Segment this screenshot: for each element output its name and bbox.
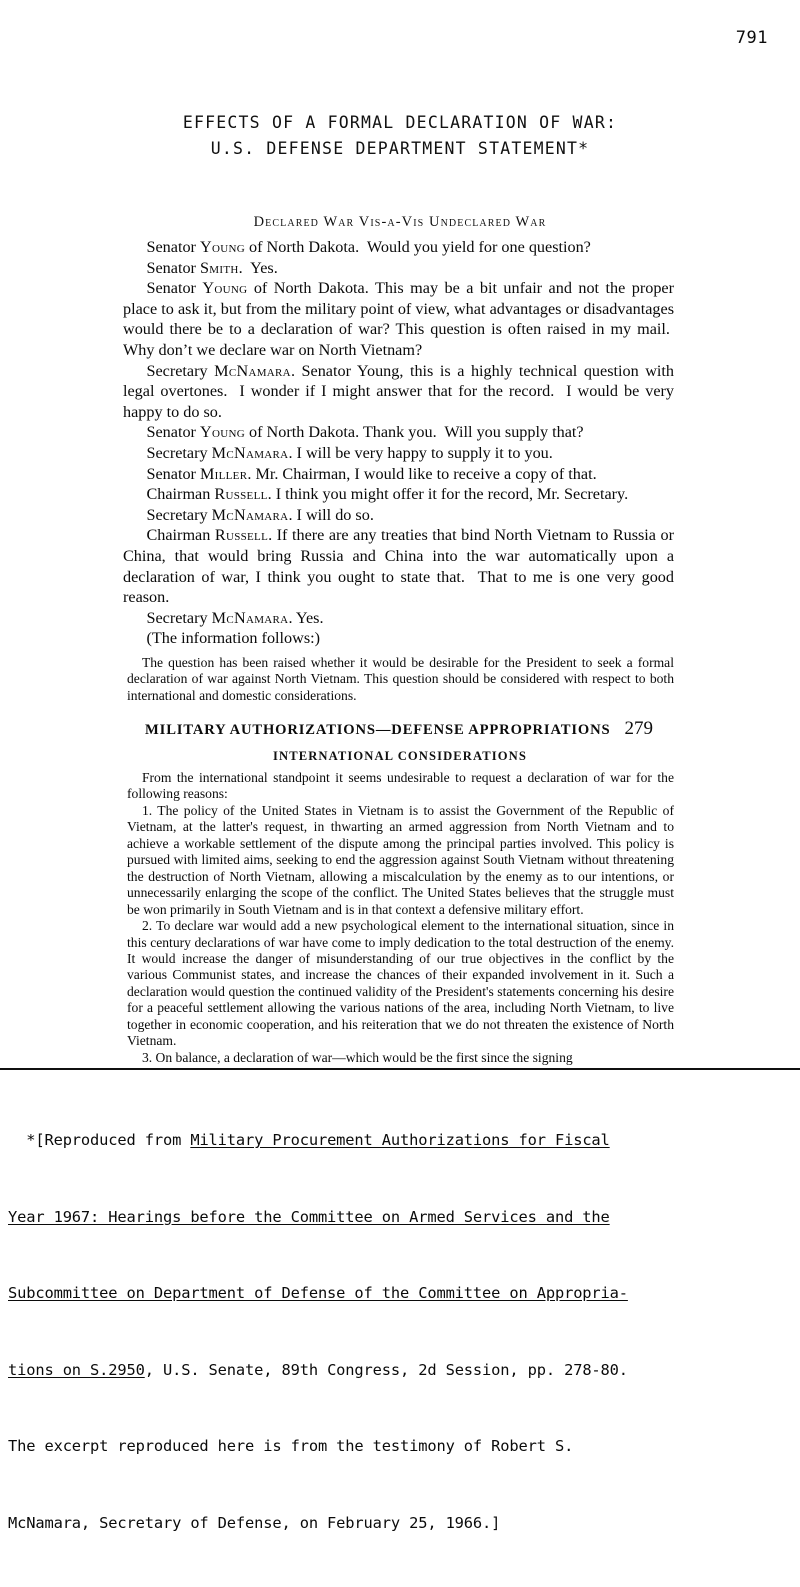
footnote-line-3 [8, 1281, 796, 1307]
transcript-line: Senator Young of North Dakota. Thank you. Will you supply that? [146, 423, 584, 442]
footnote-divider [0, 1068, 800, 1070]
transcript-body [123, 237, 674, 649]
footnote-line-5: The excerpt reproduced here is from the testimony of Robert S. [8, 1437, 574, 1455]
reasons-item-1: 1. The policy of the United States in Vietnam is to assist the Government of the Republic of Vietnam, at the latter's request, in thwarting an armed aggression from North Vietnam and to achieve a workable settlement of the dispute among the principal parties involved. This policy is pursued with limited aims, seeking to end the aggression against South Vietnam without threatening the destruction of North Vietnam, allowing a miscalculation by the enemy as to our intentions, or unnecessarily enlarging the scope of the conflict. The United States believes that the struggle must be won primarily in South Vietnam and is in that context a defensive military effort. [127, 802, 674, 917]
reasons-body [127, 770, 674, 1066]
transcript-line: Secretary McNamara. Yes. [146, 608, 324, 627]
transcript-line: Senator Young of North Dakota. Would you yield for one question? [146, 238, 591, 256]
footnote-text-italic: Year 1967: Hearings before the Committee on Armed Services and the [8, 1207, 610, 1226]
extract-block [127, 655, 674, 704]
running-head-folio: 279 [624, 718, 653, 739]
transcript-line: Senator Young of North Dakota. This may be a bit unfair and not the proper place to ask it, but from the military point of view, what advantages or disadvantages would there be to a declaration of war? This question is often raised in my mail. Why don’t we declare war on North Vietnam? [123, 279, 674, 359]
transcript-line: Chairman Russell. I think you might offer it for the record, Mr. Secretary. [146, 485, 629, 504]
document-title [0, 110, 800, 162]
transcript-line: (The information follows:) [146, 629, 321, 648]
transcript-line: Senator Miller. Mr. Chairman, I would like to receive a copy of that. [146, 464, 597, 483]
footnote-line-2 [8, 1205, 796, 1231]
reasons-intro: From the international standpoint it seems undesirable to request a declaration of war for the following reasons: [127, 770, 674, 802]
footnote-text-italic: Subcommittee on Department of Defense of the Committee on Appropria- [8, 1284, 628, 1302]
transcript-line: Senator Smith. Yes. [146, 258, 278, 277]
reasons-item-2: 2. To declare war would add a new psychological element to the international situation, since in this century declarations of war have come to imply dedication to the total destruction of the enemy. It would increase the danger of misunderstanding of our true objectives in the conflict by the various Communist states, and increase the chances of their expanded involvement in it. Such a declaration would question the continued validity of the President's statements concerning his desire for a peaceful settlement allowing the various nations of the area, including North Vietnam, to live together in economic cooperation, and his reiteration that we do not threaten the existence of North Vietnam. [127, 918, 674, 1049]
section-heading-declared-war: Declared War Vis-a-Vis Undeclared War [253, 214, 547, 230]
footnote-text-italic: Military Procurement Authorizations for Fiscal [190, 1131, 610, 1149]
editorial-footnote [8, 1077, 796, 1587]
extract-paragraph: The question has been raised whether it would be desirable for the President to seek a formal declaration of war against North Vietnam. This question should be considered with respect to both international and domestic considerations. [127, 655, 674, 703]
document-title-line-2: U.S. DEFENSE DEPARTMENT STATEMENT* [210, 139, 590, 158]
footnote-text-italic: tions on S.2950 [8, 1360, 145, 1379]
running-head [123, 718, 675, 740]
running-head-title: MILITARY AUTHORIZATIONS—DEFENSE APPROPRIATIONS [145, 722, 611, 738]
footnote-line-4 [8, 1358, 796, 1384]
reasons-item-3: 3. On balance, a declaration of war—which would be the first since the signing [141, 1049, 573, 1065]
transcript-line: Secretary McNamara. Senator Young, this is a highly technical question with legal overtones. I wonder if I might answer that for the record. I would be very happy to do so. [123, 361, 674, 421]
document-title-line-1: EFFECTS OF A FORMAL DECLARATION OF WAR: [182, 113, 618, 132]
section-heading-international-considerations: INTERNATIONAL CONSIDERATIONS [273, 749, 527, 763]
footnote-line-6: McNamara, Secretary of Defense, on February 25, 1966.] [8, 1513, 501, 1532]
footnote-text-plain: *[Reproduced from [8, 1131, 191, 1149]
transcript-line: Secretary McNamara. I will do so. [146, 505, 374, 524]
page-number: 791 [735, 28, 768, 48]
footnote-text-plain: , U.S. Senate, 89th Congress, 2d Session, pp. 278-80. [144, 1360, 628, 1379]
transcript-line: Secretary McNamara. I will be very happy to supply it to you. [146, 443, 553, 462]
footnote-line-1 [8, 1128, 796, 1154]
transcript-line: Chairman Russell. If there are any treaties that bind North Vietnam to Russia or China, that would bring Russia and China into the war automatically upon a declaration of war, I think you ought to state that. That to me is one very good reason. [123, 526, 674, 607]
